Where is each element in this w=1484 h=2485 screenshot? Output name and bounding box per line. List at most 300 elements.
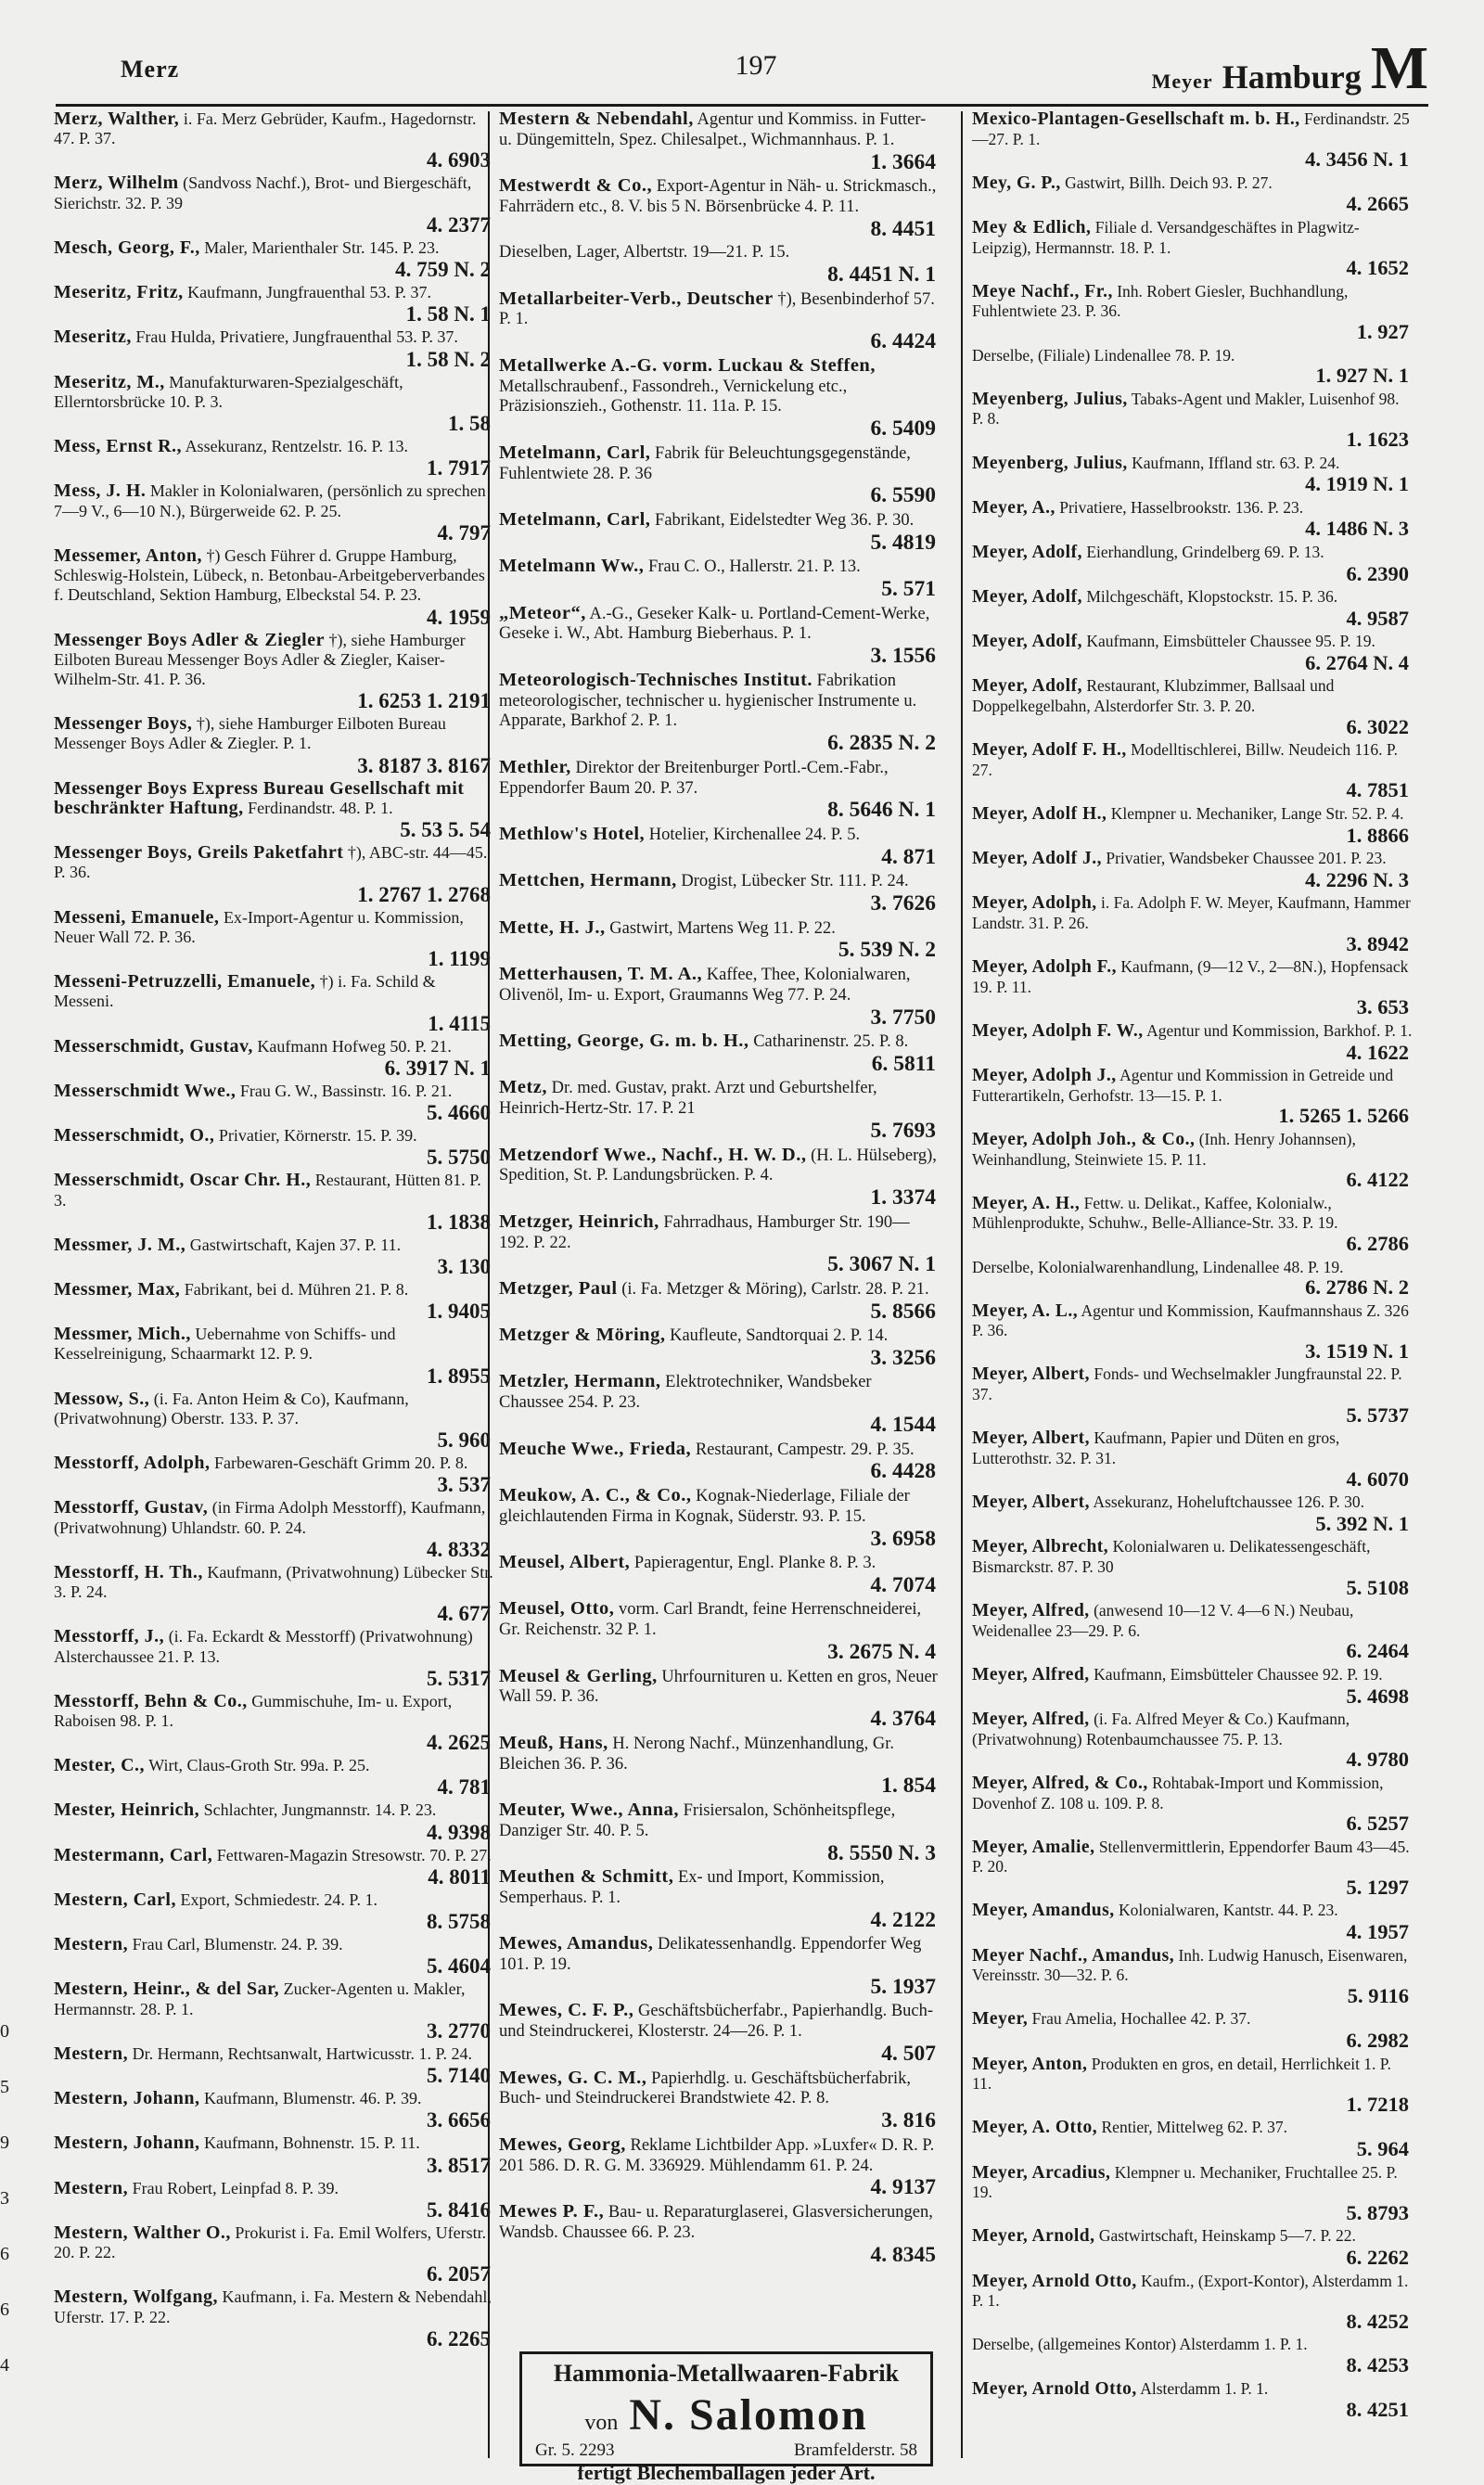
entry-name: Messeni, Emanuele,: [54, 906, 220, 928]
directory-entry: [972, 2055, 1413, 2119]
entry-phone: 6. 2464: [1346, 1639, 1409, 1663]
entry-name: Methlow's Hotel,: [499, 823, 646, 844]
entry-name: Meyer,: [972, 2009, 1029, 2030]
header-right-keyword: Meyer: [1151, 70, 1213, 93]
entry-name: Meyer, Adolph F.,: [972, 957, 1118, 978]
directory-entry: [972, 543, 1413, 587]
entry-details: Manufakturwaren-Spezialgeschäft, Ellerntorsbrücke 10. P. 3.: [54, 372, 403, 411]
entry-details: (i. Fa. Alfred Meyer & Co.) Kaufmann, (Privatwohnung) Rotenbaumchaussee 75. P. 13.: [972, 1710, 1350, 1748]
entry-details: Klempner u. Mechaniker, Fruchtallee 25. P. 19.: [972, 2162, 1398, 2202]
entry-phone: 8. 4451: [870, 216, 936, 241]
directory-entry: [972, 109, 1413, 173]
directory-entry: [972, 1901, 1413, 1945]
entry-name: Mewes, C. F. P.,: [499, 2000, 634, 2021]
entry-details: Kaufmann, (Privatwohnung) Lübecker Str. 3. P. 24.: [54, 1562, 493, 1602]
directory-entry: [972, 1258, 1413, 1301]
entry-details: Prokurist i. Fa. Emil Wolfers, Uferstr. 20. P. 22.: [54, 2222, 487, 2262]
entry-phone: 8. 5758: [427, 1910, 491, 1934]
ad-firm-row: [522, 2389, 930, 2440]
entry-phone: 1. 1838: [427, 1210, 491, 1234]
directory-entry: [54, 1979, 494, 2043]
directory-entry: [499, 1867, 940, 1934]
entry-name: Meyer, A. L.,: [972, 1300, 1079, 1321]
entry-name: Meuche Wwe., Frieda,: [499, 1438, 692, 1459]
directory-entry: [972, 893, 1413, 957]
entry-details: Kaufmann, Papier und Düten en gros, Lutterothstr. 32. P. 31.: [972, 1428, 1340, 1467]
margin-fragment: 6: [0, 2244, 9, 2264]
entry-name: Meusel, Otto,: [499, 1598, 615, 1620]
entry-phone: 4. 6903: [427, 148, 491, 173]
entry-name: Meyer, Alfred,: [972, 1710, 1090, 1730]
entry-phone: 6. 2786: [1346, 1232, 1409, 1255]
entry-name: Metting, George, G. m. b. H.,: [499, 1031, 749, 1052]
entry-name: Meyer, Adolf H.,: [972, 803, 1107, 824]
entry-name: Meyer, Arnold Otto,: [972, 2271, 1137, 2291]
entry-details: Dr. med. Gustav, prakt. Arzt und Geburtshelfer, Heinrich-Hertz-Str. 17. P. 21: [499, 1079, 877, 1119]
entry-phone: 4. 2122: [870, 1907, 936, 1932]
directory-entry: [972, 587, 1413, 632]
entry-details: Gastwirtschaft, Kajen 37. P. 11.: [189, 1235, 402, 1254]
entry-phone: 5. 4604: [427, 1954, 491, 1979]
advertisement-box: [519, 2351, 933, 2484]
entry-phone: 6. 2390: [1346, 561, 1409, 585]
directory-entry: [54, 1171, 494, 1235]
entry-phone: 4. 8345: [870, 2242, 936, 2267]
directory-entry: [54, 437, 494, 481]
directory-entry: [972, 454, 1413, 498]
entry-phone: 1. 927: [1356, 320, 1409, 344]
entry-name: Mestern,: [54, 2043, 129, 2064]
entry-name: Meyer, Arnold,: [972, 2226, 1095, 2247]
entry-details: Dieselben, Lager, Albertstr. 19—21. P. 15.: [499, 243, 790, 263]
margin-fragment: 6: [0, 2299, 9, 2320]
directory-entry: [499, 1667, 940, 1734]
entry-details: Agentur und Kommission, Kaufmannshaus Z. 326 P. 36.: [972, 1300, 1409, 1340]
margin-fragment: 0: [0, 2021, 9, 2042]
entry-name: Mess, Ernst R.,: [54, 436, 183, 457]
entry-details: Fabrikant, Eidelstedter Weg 36. P. 30.: [655, 510, 915, 530]
entry-phone: 4. 1652: [1346, 256, 1409, 280]
entry-phone: 1. 1199: [428, 947, 491, 971]
entry-phone: 1. 5265 1. 5266: [1278, 1104, 1409, 1128]
entry-phone: 3. 1556: [870, 644, 936, 669]
entry-details: Rohtabak-Import und Kommission, Dovenhof Z. 108 u. 109. P. 8.: [972, 1773, 1384, 1813]
entry-name: Messerschmidt, O.,: [54, 1125, 215, 1146]
entry-details: Ex- und Import, Kommission, Semperhaus. P. 1.: [499, 1868, 885, 1907]
directory-entry: [54, 1890, 494, 1935]
entry-details: Export, Schmiedestr. 24. P. 1.: [180, 1889, 377, 1909]
entry-details: Fabrikant, bei d. Mühren 21. P. 8.: [184, 1279, 409, 1299]
entry-details: (i. Fa. Eckardt & Messtorff) (Privatwohnung) Alsterchaussee 21. P. 13.: [54, 1627, 473, 1666]
entry-details: Catharinenstr. 25. P. 8.: [753, 1032, 909, 1052]
directory-entry: [972, 346, 1413, 390]
entry-name: Messow, S.,: [54, 1388, 150, 1409]
entry-name: Metterhausen, T. M. A.,: [499, 963, 703, 984]
entry-phone: 4. 1957: [1346, 1920, 1409, 1944]
entry-phone: 3. 816: [881, 2108, 936, 2133]
entry-phone: 5. 1297: [1346, 1875, 1409, 1899]
entry-details: (in Firma Adolph Messtorff), Kaufmann, (Privatwohnung) Uhlandstr. 60. P. 24.: [54, 1498, 486, 1537]
entry-phone: 5. 964: [1356, 2137, 1409, 2161]
directory-entry: [54, 481, 494, 545]
directory-entry: [972, 1492, 1413, 1537]
directory-entry: [972, 1838, 1413, 1902]
entry-name: Meyer, Anton,: [972, 2054, 1088, 2074]
entry-details: Gummischuhe, Im- u. Export, Raboisen 98. P. 1.: [54, 1691, 453, 1731]
margin-fragment: 4: [0, 2355, 9, 2376]
entry-name: Mestern,: [54, 1934, 129, 1955]
entry-phone: 8. 5646 N. 1: [827, 798, 936, 823]
entry-phone: 5. 4660: [427, 1101, 491, 1125]
entry-phone: 6. 2262: [1346, 2246, 1409, 2270]
entry-details: †) i. Fa. Schild & Messeni.: [54, 972, 436, 1011]
directory-entry: [499, 2001, 940, 2068]
entry-phone: 1. 58 N. 1: [405, 302, 491, 327]
entry-details: †), siehe Hamburger Eilboten Bureau Messenger Boys Adler & Ziegler, Kaiser-Wilhelm-Str. 41. P. 36.: [54, 630, 466, 688]
entry-name: Meukow, A. C., & Co.,: [499, 1484, 692, 1505]
entry-phone: 5. 539 N. 2: [838, 938, 936, 963]
entry-details: †) Gesch Führer d. Gruppe Hamburg, Schleswig-Holstein, Lübeck, n. Betonbau-Arbeitgeberverbandes f. Deutschland, Sektion Hamburg, Elbeckstal 54. P. 23.: [54, 545, 485, 605]
column-3: [972, 109, 1413, 2424]
entry-name: Messmer, J. M.,: [54, 1234, 186, 1255]
entry-name: Messenger Boys Adler & Ziegler: [54, 629, 325, 650]
directory-entry: [972, 1428, 1413, 1492]
directory-entry: [972, 1194, 1413, 1258]
entry-details: Ex-Import-Agentur u. Kommission, Neuer Wall 72. P. 36.: [54, 907, 464, 946]
entry-phone: 6. 5257: [1346, 1812, 1409, 1836]
entry-phone: 5. 4698: [1346, 1684, 1409, 1708]
entry-phone: 5. 5737: [1346, 1403, 1409, 1427]
directory-entry: [54, 1800, 494, 1845]
entry-details: Filiale d. Versandgeschäftes in Plagwitz-Leipzig), Hermannstr. 18. P. 1.: [972, 217, 1360, 257]
entry-phone: 4. 8011: [428, 1864, 491, 1889]
directory-entry: [499, 871, 940, 917]
entry-name: Merz, Wilhelm: [54, 173, 179, 194]
entry-details: Schlachter, Jungmannstr. 14. P. 23.: [203, 1800, 437, 1820]
directory-entry: [972, 676, 1413, 740]
directory-entry: [54, 1692, 494, 1756]
entry-phone: 6. 4122: [1346, 1168, 1409, 1192]
directory-entry: [499, 510, 940, 557]
entry-name: Meseritz, Fritz,: [54, 282, 184, 303]
entry-details: H. Nerong Nachf., Münzenhandlung, Gr. Bleichen 36. P. 36.: [499, 1734, 894, 1774]
entry-name: Meyer, Adolf,: [972, 587, 1082, 608]
directory-entry: [54, 1846, 494, 1890]
ad-address: Bramfelderstr. 58: [794, 2440, 917, 2460]
directory-entry: [54, 1325, 494, 1389]
entry-details: Hotelier, Kirchenallee 24. P. 5.: [648, 825, 861, 844]
entry-details: Bau- u. Reparaturglaserei, Glasversicherungen, Wandsb. Chaussee 66. P. 23.: [499, 2202, 933, 2242]
entry-phone: 5. 7140: [427, 2064, 491, 2088]
entry-phone: 3. 3256: [870, 1345, 936, 1370]
directory-entry: [54, 1037, 494, 1082]
entry-phone: 6. 3022: [1346, 714, 1409, 738]
entry-phone: 4. 3456 N. 1: [1305, 147, 1409, 172]
entry-name: Meyer, Albert,: [972, 1492, 1091, 1513]
ad-contact-row: [522, 2440, 930, 2461]
entry-name: Meyer, Adolph J.,: [972, 1066, 1117, 1086]
directory-entry: [54, 1280, 494, 1325]
entry-name: Meyer, Adolf,: [972, 632, 1082, 652]
entry-details: Frau C. O., Hallerstr. 21. P. 13.: [648, 557, 861, 577]
entry-name: Merz, Walther,: [54, 109, 180, 129]
header-right: [1151, 34, 1428, 102]
entry-name: Meyer, Alfred,: [972, 1601, 1090, 1621]
ad-company-name: Hammonia-Metallwaaren-Fabrik: [553, 2360, 900, 2387]
entry-phone: 4. 6070: [1346, 1467, 1409, 1491]
entry-details: Papieragentur, Engl. Planke 8. P. 3.: [633, 1554, 876, 1573]
directory-entry: [972, 218, 1413, 282]
entry-details: Agentur und Kommission in Getreide und Futterartikeln, Gerhofstr. 13—15. P. 1.: [972, 1066, 1394, 1105]
entry-name: Metzger, Heinrich,: [499, 1210, 659, 1232]
entry-name: Meyer, Arnold Otto,: [972, 2378, 1137, 2399]
entry-details: Derselbe, (allgemeines Kontor) Alsterdamm 1. P. 1.: [972, 2335, 1308, 2354]
directory-entry: [499, 1146, 940, 1212]
entry-details: Kaufmann, Eimsbütteler Chaussee 95. P. 19.: [1086, 632, 1375, 651]
directory-entry: [499, 1800, 940, 1867]
entry-phone: 8. 4253: [1346, 2353, 1409, 2376]
entry-details: Farbewaren-Geschäft Grimm 20. P. 8.: [213, 1454, 468, 1473]
entry-phone: 1. 854: [881, 1774, 936, 1799]
entry-details: Kaufmann, i. Fa. Mestern & Nebendahl, Uferstr. 17. P. 22.: [54, 2287, 492, 2326]
directory-entry: [54, 843, 494, 907]
entry-phone: 6. 3917 N. 1: [384, 1056, 491, 1080]
margin-fragment: 3: [0, 2188, 9, 2209]
entry-details: Milchgeschäft, Klopstockstr. 15. P. 36.: [1086, 587, 1338, 607]
entry-name: Mestern, Carl,: [54, 1889, 176, 1910]
entry-details: Derselbe, Kolonialwarenhandlung, Lindenallee 48. P. 19.: [972, 1257, 1344, 1276]
directory-entry: [54, 631, 494, 715]
entry-name: Messerschmidt, Gustav,: [54, 1035, 253, 1057]
directory-entry: [54, 2089, 494, 2133]
directory-entry: [54, 109, 494, 173]
entry-name: Meyer, Adolph Joh., & Co.,: [972, 1129, 1196, 1149]
entry-phone: 1. 7917: [427, 456, 491, 480]
entry-name: Meusel & Gerling,: [499, 1665, 658, 1686]
directory-entry: [499, 1212, 940, 1279]
entry-name: Meteorologisch-Technisches Institut.: [499, 669, 813, 690]
entry-name: Messtorff, H. Th.,: [54, 1561, 203, 1582]
entry-name: Mestern, Johann,: [54, 2088, 200, 2109]
entry-details: Maler, Marienthaler Str. 145. P. 23.: [204, 237, 440, 257]
directory-entry: [499, 1734, 940, 1800]
entry-phone: 4. 2665: [1346, 192, 1409, 216]
entry-details: Privatier, Körnerstr. 15. P. 39.: [218, 1126, 417, 1146]
directory-entry: [499, 671, 940, 758]
entry-name: Messerschmidt Wwe.,: [54, 1080, 237, 1101]
entry-details: (i. Fa. Anton Heim & Co), Kaufmann, (Privatwohnung) Oberstr. 133. P. 37.: [54, 1389, 409, 1428]
entry-phone: 4. 797: [437, 520, 491, 544]
entry-phone: 1. 8955: [427, 1364, 491, 1388]
entry-details: †), siehe Hamburger Eilboten Bureau Messenger Boys Adler & Ziegler. P. 1.: [54, 714, 446, 753]
ad-von: von: [584, 2411, 619, 2435]
entry-phone: 4. 677: [437, 1602, 491, 1626]
entry-details: Kaufmann, (9—12 V., 2—8N.), Hopfensack 19. P. 11.: [972, 957, 1409, 996]
entry-phone: 8. 4451 N. 1: [827, 263, 936, 288]
entry-name: Meyer, Alfred, & Co.,: [972, 1773, 1148, 1793]
margin-fragment: 9: [0, 2133, 9, 2153]
entry-phone: 1. 6253 1. 2191: [357, 689, 491, 713]
entry-details: Wirt, Claus-Groth Str. 99a. P. 25.: [148, 1756, 370, 1775]
entry-name: Metallarbeiter-Verb., Deutscher: [499, 288, 774, 309]
entry-name: Mestern & Nebendahl,: [499, 109, 694, 129]
column-divider: [961, 111, 963, 2458]
directory-entry: [499, 243, 940, 288]
entry-phone: 8. 4252: [1346, 2309, 1409, 2333]
entry-name: Meyer, Adolf,: [972, 676, 1082, 697]
entry-name: Mewes P. F.,: [499, 2200, 605, 2222]
entry-details: Agentur und Kommiss. in Futter- u. Düngemitteln, Spez. Chilesalpet., Wichmannhaus. P. 1.: [499, 110, 927, 149]
entry-phone: 6. 4424: [870, 329, 936, 354]
entry-phone: 1. 1623: [1346, 428, 1409, 452]
entry-name: Meyenberg, Julius,: [972, 453, 1128, 473]
entry-phone: 6. 2764 N. 4: [1305, 650, 1409, 674]
entry-name: Metelmann, Carl,: [499, 442, 651, 463]
entry-phone: 3. 8942: [1346, 931, 1409, 955]
entry-phone: 3. 6656: [427, 2108, 491, 2133]
entry-phone: 3. 8187 3. 8167: [357, 753, 491, 777]
entry-phone: 1. 58: [448, 412, 491, 436]
directory-entry: [499, 758, 940, 825]
entry-details: Kaffee, Thee, Kolonialwaren, Olivenöl, Im- u. Export, Graumanns Weg 77. P. 24.: [499, 965, 911, 1005]
entry-phone: 5. 8416: [427, 2197, 491, 2222]
entry-details: Dr. Hermann, Rechtsanwalt, Hartwicusstr. 1. P. 24.: [132, 2043, 473, 2063]
entry-name: Mestern, Johann,: [54, 2133, 200, 2154]
directory-entry: [499, 1031, 940, 1078]
entry-phone: 6. 2265: [427, 2326, 491, 2351]
entry-phone: 4. 9137: [870, 2175, 936, 2200]
entry-details: Gastwirtschaft, Heinskamp 5—7. P. 22.: [1098, 2226, 1356, 2246]
entry-name: Mewes, Amandus,: [499, 1933, 654, 1954]
entry-name: Meseritz,: [54, 327, 132, 348]
entry-details: (H. L. Hülseberg), Spedition, St. P. Landungsbrücken. P. 4.: [499, 1146, 937, 1185]
entry-phone: 5. 5750: [427, 1146, 491, 1170]
entry-details: †), ABC-str. 44—45. P. 36.: [54, 843, 488, 882]
entry-phone: 4. 7074: [870, 1572, 936, 1597]
entry-phone: 6. 4428: [870, 1459, 936, 1484]
entry-phone: 4. 759 N. 2: [395, 258, 491, 282]
entry-phone: 4. 3764: [870, 1707, 936, 1732]
entry-details: Assekuranz, Rentzelstr. 16. P. 13.: [185, 437, 409, 456]
directory-entry: [972, 498, 1413, 543]
entry-phone: 4. 2296 N. 3: [1305, 867, 1409, 891]
entry-details: (Inh. Henry Johannsen), Weinhandlung, Steinwiete 15. P. 11.: [972, 1129, 1356, 1169]
entry-phone: 1. 3664: [870, 149, 936, 174]
column-2: [499, 109, 940, 2269]
entry-details: Frau G. W., Bassinstr. 16. P. 21.: [239, 1081, 453, 1100]
directory-entry: [499, 918, 940, 965]
directory-entry: [54, 1082, 494, 1126]
entry-name: Mewes, G. C. M.,: [499, 2067, 647, 2088]
entry-phone: 8. 5550 N. 3: [827, 1840, 936, 1865]
directory-entry: [499, 2069, 940, 2135]
page-header: [83, 34, 1428, 102]
entry-details: Rentier, Mittelweg 62. P. 37.: [1101, 2118, 1288, 2137]
entry-details: Fabrikation meteorologischer, technischer u. hygienischer Instrumente u. Apparate, Barkhof 2. P. 1.: [499, 671, 917, 731]
directory-entry: [499, 825, 940, 871]
directory-entry: [54, 1390, 494, 1454]
entry-name: Metelmann Ww.,: [499, 556, 645, 577]
directory-entry: [972, 2118, 1413, 2162]
directory-entry: [972, 1601, 1413, 1665]
entry-details: Frau Hulda, Privatiere, Jungfrauenthal 53. P. 37.: [135, 327, 458, 347]
entry-phone: 5. 9116: [1347, 1983, 1409, 2007]
header-rule: [56, 104, 1428, 107]
entry-details: Kaufleute, Sandtorquai 2. P. 14.: [670, 1326, 889, 1346]
directory-entry: [972, 173, 1413, 218]
directory-entry: [499, 557, 940, 603]
entry-name: Meyer, A.,: [972, 497, 1055, 518]
entry-phone: 1. 4115: [428, 1011, 491, 1035]
directory-entry: [54, 327, 494, 372]
entry-phone: 4. 1544: [870, 1413, 936, 1438]
directory-entry: [499, 965, 940, 1031]
entry-details: Privatier, Wandsbeker Chaussee 201. P. 23.: [1106, 849, 1387, 868]
entry-details: Kaufm., (Export-Kontor), Alsterdamm 1. P. 1.: [972, 2271, 1409, 2311]
entry-details: Gastwirt, Martens Weg 11. P. 22.: [609, 918, 836, 938]
entry-name: Mesch, Georg, F.,: [54, 237, 200, 258]
entry-name: Mettchen, Hermann,: [499, 870, 677, 891]
entry-details: Restaurant, Klubzimmer, Ballsaal und Doppelkegelbahn, Alsterdorfer Str. 3. P. 20.: [972, 676, 1335, 715]
ad-tagline: fertigt Blechemballagen jeder Art.: [577, 2461, 876, 2484]
entry-details: Kaufmann Hofweg 50. P. 21.: [257, 1036, 452, 1056]
directory-entry: [499, 1934, 940, 2001]
entry-details: Restaurant, Hütten 81. P. 3.: [54, 1171, 481, 1210]
entry-name: Meyer, Arcadius,: [972, 2162, 1111, 2183]
directory-entry: [54, 1563, 494, 1627]
entry-name: Messtorff, Adolph,: [54, 1453, 211, 1474]
entry-details: Ferdinandstr. 25—27. P. 1.: [972, 109, 1410, 148]
entry-details: Reklame Lichtbilder App. »Luxfer« D. R. P. 201 586. D. R. G. M. 336929. Mühlendamm 61. P. 24.: [499, 2135, 935, 2175]
directory-entry: [54, 2133, 494, 2178]
entry-phone: 1. 58 N. 2: [405, 347, 491, 371]
entry-details: Kolonialwaren u. Delikatessengeschäft, Bismarckstr. 87. P. 30: [972, 1537, 1371, 1576]
entry-details: Makler in Kolonialwaren, (persönlich zu sprechen 7—9 V., 6—10 N.), Bürgerweide 62. P. 25.: [54, 481, 486, 520]
entry-details: Fonds- und Wechselmakler Jungfraunstal 22. P. 37.: [972, 1364, 1402, 1404]
directory-entry: [972, 849, 1413, 893]
ad-phone: Gr. 5. 2293: [535, 2440, 615, 2460]
entry-phone: 3. 537: [437, 1473, 491, 1497]
entry-details: Geschäftsbücherfabr., Papierhandlg. Buch- und Steindruckerei, Klosterstr. 24—26. P. 1.: [499, 2002, 934, 2042]
directory-entry: [499, 1279, 940, 1326]
entry-name: Meyer, Adolph,: [972, 893, 1097, 914]
directory-entry: [54, 283, 494, 327]
entry-phone: 3. 1519 N. 1: [1305, 1339, 1409, 1363]
entry-details: Uebernahme von Schiffs- und Kesselreinigung, Schaarmarkt 12. P. 9.: [54, 1325, 396, 1364]
entry-details: Elektrotechniker, Wandsbeker Chaussee 254. P. 23.: [499, 1373, 872, 1413]
entry-name: Messtorff, Gustav,: [54, 1497, 209, 1518]
entry-phone: 1. 3374: [870, 1185, 936, 1210]
directory-entry: [54, 2179, 494, 2223]
directory-entry: [54, 2287, 494, 2351]
directory-entry: [972, 804, 1413, 849]
entry-details: Delikatessenhandlg. Eppendorfer Weg 101. P. 19.: [499, 1935, 922, 1975]
entry-phone: 6. 2786 N. 2: [1305, 1275, 1409, 1300]
directory-entry: [54, 1756, 494, 1800]
entry-details: Metallschraubenf., Fassondreh., Vernickelung etc., Präzisionszieh., Gothenstr. 11. 11a. P. 15.: [499, 377, 848, 416]
entry-details: Stellenvermittlerin, Eppendorfer Baum 43—45. P. 20.: [972, 1837, 1410, 1877]
entry-details: Frau Amelia, Hochallee 42. P. 37.: [1031, 2009, 1251, 2029]
entry-phone: 1. 7218: [1346, 2092, 1409, 2116]
entry-details: Derselbe, (Filiale) Lindenallee 78. P. 19.: [972, 345, 1235, 365]
directory-entry: [972, 1364, 1413, 1428]
entry-details: Export-Agentur in Näh- u. Strickmasch., Fahrrädern etc., 8. V. bis 5 N. Börsenbrücke 4. P. 11.: [499, 177, 937, 216]
entry-details: Gastwirt, Billh. Deich 93. P. 27.: [1065, 173, 1273, 192]
entry-name: „Meteor“,: [499, 602, 586, 623]
entry-name: Messmer, Mich.,: [54, 1324, 191, 1345]
entry-name: Meyenberg, Julius,: [972, 389, 1128, 409]
margin-fragment: 5: [0, 2077, 9, 2097]
